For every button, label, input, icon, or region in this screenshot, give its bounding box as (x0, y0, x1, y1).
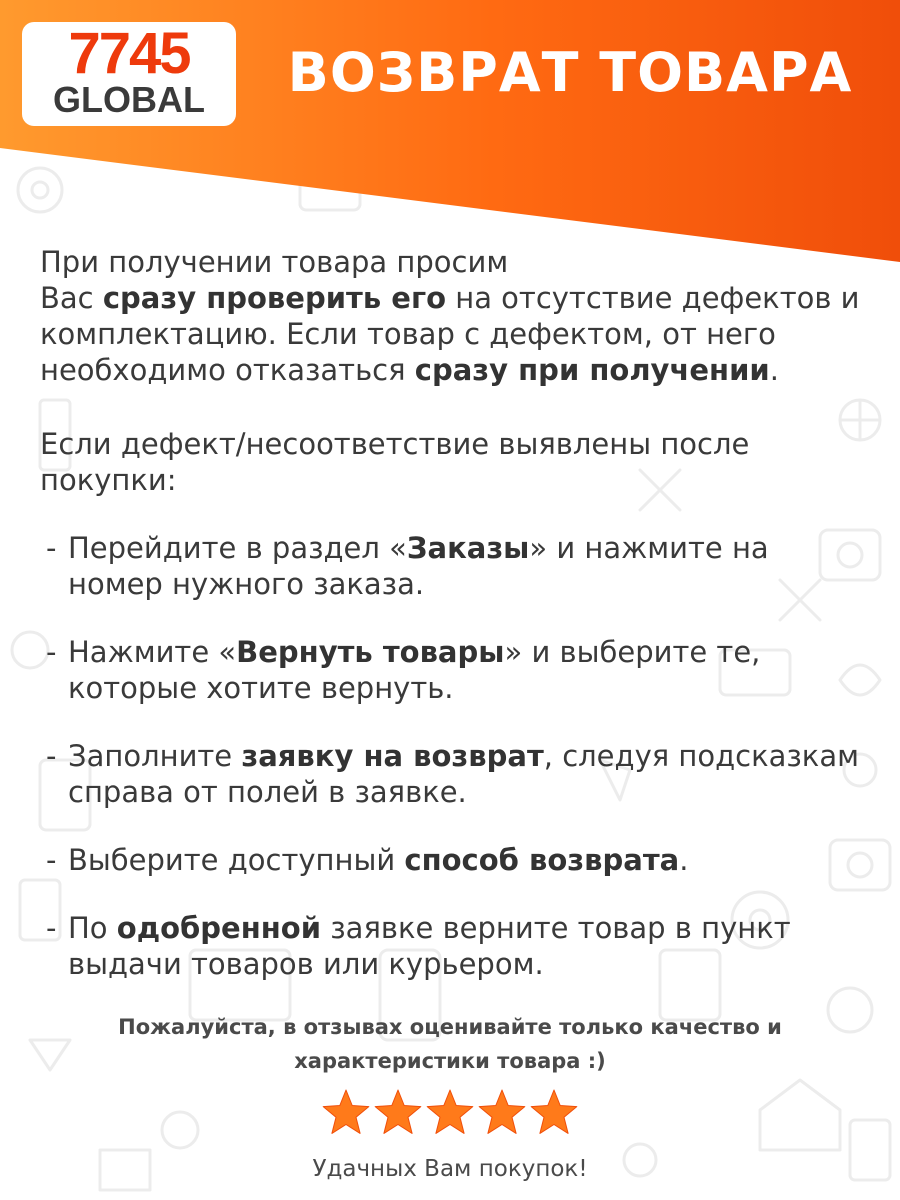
step-dash: - (46, 843, 57, 877)
step-emphasis: Вернуть товары (236, 635, 505, 669)
step-text: Выберите доступный (68, 843, 405, 877)
star-icon (321, 1088, 371, 1138)
step-item (40, 910, 870, 982)
step-text: » и нажмите на номер нужного заказа. (68, 531, 769, 601)
intro-paragraph (40, 244, 870, 388)
step-dash: - (46, 635, 57, 669)
step-dash: - (46, 911, 57, 945)
steps-list (40, 530, 870, 982)
step-text: Нажмите « (68, 635, 237, 669)
step-item (40, 842, 870, 878)
review-note-line: Пожалуйста, в отзывах оценивайте только качество и (118, 1015, 782, 1039)
star-rating (0, 1088, 900, 1144)
step-text: . (679, 843, 689, 877)
instructions (40, 244, 870, 1014)
farewell-text: Удачных Вам покупок! (312, 1156, 588, 1182)
step-text: , следуя подсказкам справа от полей в заявке. (68, 739, 859, 809)
step-emphasis: одобренной (116, 911, 322, 945)
step-item (40, 530, 870, 602)
intro-text: Вас (40, 281, 103, 315)
step-text: Заполните (68, 739, 242, 773)
step-item (40, 634, 870, 706)
step-dash: - (46, 531, 57, 565)
logo-word: GLOBAL (53, 79, 205, 120)
step-emphasis: Заказы (406, 531, 530, 565)
brand-logo (22, 22, 236, 126)
intro-text: на отсутствие дефектов и комплектацию. Если товар с дефектом, от него необходимо отказаться (40, 281, 860, 387)
step-item (40, 738, 870, 810)
after-purchase-paragraph: Если дефект/несоответствие выявлены после покупки: (40, 427, 750, 497)
step-text: Перейдите в раздел « (68, 531, 407, 565)
intro-emphasis: сразу при получении (414, 353, 770, 387)
star-icon (373, 1088, 423, 1138)
step-dash: - (46, 739, 57, 773)
intro-text: . (769, 353, 779, 387)
intro-text: При получении товара просим (40, 245, 509, 279)
step-text: По (68, 911, 117, 945)
page-title: ВОЗВРАТ ТОВАРА (287, 41, 853, 104)
star-icon (477, 1088, 527, 1138)
step-emphasis: способ возврата (404, 843, 680, 877)
step-emphasis: заявку на возврат (241, 739, 544, 773)
step-text: заявке верните товар в пункт выдачи товаров или курьером. (68, 911, 791, 981)
review-note-line: характеристики товара :) (294, 1049, 606, 1073)
star-icon (425, 1088, 475, 1138)
footer (0, 1010, 900, 1184)
logo-number: 7745 (68, 21, 190, 86)
intro-emphasis: сразу проверить его (102, 281, 447, 315)
step-text: » и выберите те, которые хотите вернуть. (68, 635, 761, 705)
star-icon (529, 1088, 579, 1138)
